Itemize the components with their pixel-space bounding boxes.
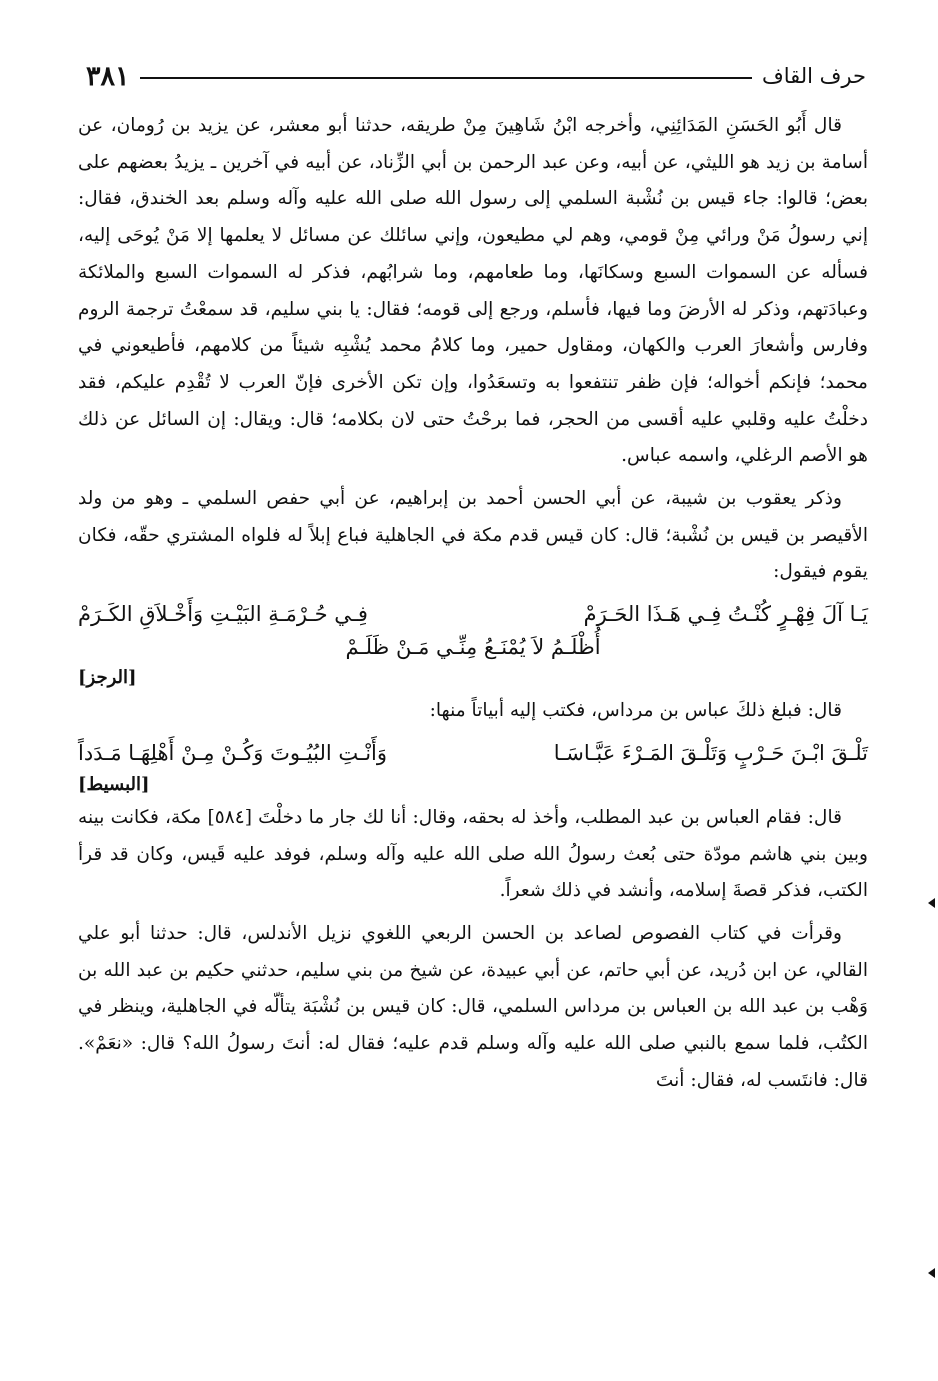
running-head: حرف القاف: [761, 64, 866, 88]
verse-line: [78, 597, 868, 631]
verse-basit: [78, 736, 868, 800]
meter-label: [الرجز]: [78, 667, 137, 689]
verse-hemistich: يَـا آلَ فِهْـرٍ كُنْـتُ فِـي هَـذَا الحَـرَمْ: [583, 602, 868, 627]
verse-hemistich: وَأَنْـتِ البُيُـوتَ وَكُـنْ مِـنْ أَهْلِهَـا مَـدَداً: [78, 740, 388, 765]
verse-rajaz: [78, 597, 868, 693]
margin-marker: [928, 1268, 935, 1278]
page-number: ٣٨١: [86, 60, 130, 92]
paragraph-1: قال أَبُو الحَسَنِ المَدَائِنِي، وأخرجه ابْنُ شَاهِينَ مِنْ طريقه، حدثنا أبو معشر، عن يزيد بن رُومان، عن أسامة بن زيد هو الليثي، عن أبيه، وعن عبد الرحمن بن أبي الزِّناد، عن أبيه في آخرين ـ يزيدُ بعضهم على بعض؛ قالوا: جاء قيس بن نُشْبة السلمي إلى رسول الله صلى الله عليه وآله وسلم بعد الخندق، فقال: إني رسولُ مَنْ ورائي مِنْ قومي، وهم لي مطيعون، وإني سائلك عن مسائل لا يعلمها إلا مَنْ يُوحَى إليه، فسأله عن السموات السبع وسكانَها، وما طعامهم، وما شرابُهم، فذكر له السموات السبع والملائكة وعبادَتهم، وذكر له الأرضَ وما فيها، فأسلم، ورجع إلى قومه؛ فقال: يا بني سليم، قد سمعْتُ ترجمة الروم وفارس وأشعارَ العرب والكهان، ومقاول حمير، وما كلامُ محمد يُشْبِه شيئاً من كلامهم، فأطيعوني في محمد؛ فإنكم أخواله؛ فإن ظفر تنتفعوا به وتسعَدُوا، وإن تكن الأخرى فإنّ العرب لا تُقْدِم عليكم، فقد دخلْتُ عليه وقلبي عليه أقسى من الحجر، فما برحْتُ حتى لان بكلامه؛ قال: ويقال: إن السائل عن ذلك هو الأصم الرغلي، واسمه عباس.: [78, 115, 868, 467]
verse-hemistich: تَلْـقَ ابْـنَ حَـرْبٍ وَتَلْـقَ المَـرْءَ عَبَّـاسَـا: [553, 740, 868, 765]
paragraph-5: وقرأت في كتاب الفصوص لصاعد بن الحسن الربعي اللغوي نزيل الأندلس، قال: حدثنا أبو علي القالي، عن ابن دُريد، عن أبي حاتم، عن أبي عبيدة، عن شيخ من بني سليم، حدثني حكيم بن عبد الله بن وَهْب بن عبد الله بن العباس بن مرداس السلمي، قال: كان قيس بن نُشْبَة يتألّه في الجاهلية، وينظر في الكتُب، فلما سمع بالنبي صلى الله عليه وآله وسلم قدم عليه؛ فقال له: أنتَ رسولُ الله؟ قال: «نعَمْ». قال: فانتَسب له، فقال: أنتَ: [78, 922, 868, 1091]
header-rule: [140, 77, 752, 79]
paragraph-4: قال: فقام العباس بن عبد المطلب، وأخذ له بحقه، وقال: أنا لك جار ما دخلْتَ [٥٨٤] مكة، فكانت بينه وبين بني هاشم مودّة حتى بُعث رسولُ الله صلى الله عليه وآله وسلم، فوفد عليه قَيس، وكان قد قرأ الكتب، فذكر قصةَ إسلامه، وأنشد في ذلك شعراً.: [78, 806, 868, 902]
margin-marker: [928, 898, 935, 908]
verse-hemistich: فِـي حُـرْمَـةِ البَيْـتِ وَأَخْـلاَقِ الكَـرَمْ: [78, 602, 368, 627]
paragraph-2: وذكر يعقوب بن شيبة، عن أبي الحسن أحمد بن إبراهيم، عن أبي حفص السلمي ـ وهو من ولد الأقيصر بن قيس بن نُشْبة؛ قال: كان قيس قدم مكة في الجاهلية فباع إبلاً له فلواه المشتري حقّه، فكان يقوم فيقول:: [78, 488, 868, 583]
meter-label: [البسيط]: [78, 773, 150, 795]
page-header: [86, 56, 866, 96]
verse-line: أُظْلَـمُ لاَ يُمْنَـعُ مِنِّـي مَـنْ ظَلَـمْ: [345, 635, 601, 660]
paragraph-3: قال: فبلغ ذلكَ عباس بن مرداس، فكتب إليه أبياتاً منها:: [429, 700, 842, 722]
page-body: [78, 108, 868, 1099]
verse-line: [78, 736, 868, 770]
